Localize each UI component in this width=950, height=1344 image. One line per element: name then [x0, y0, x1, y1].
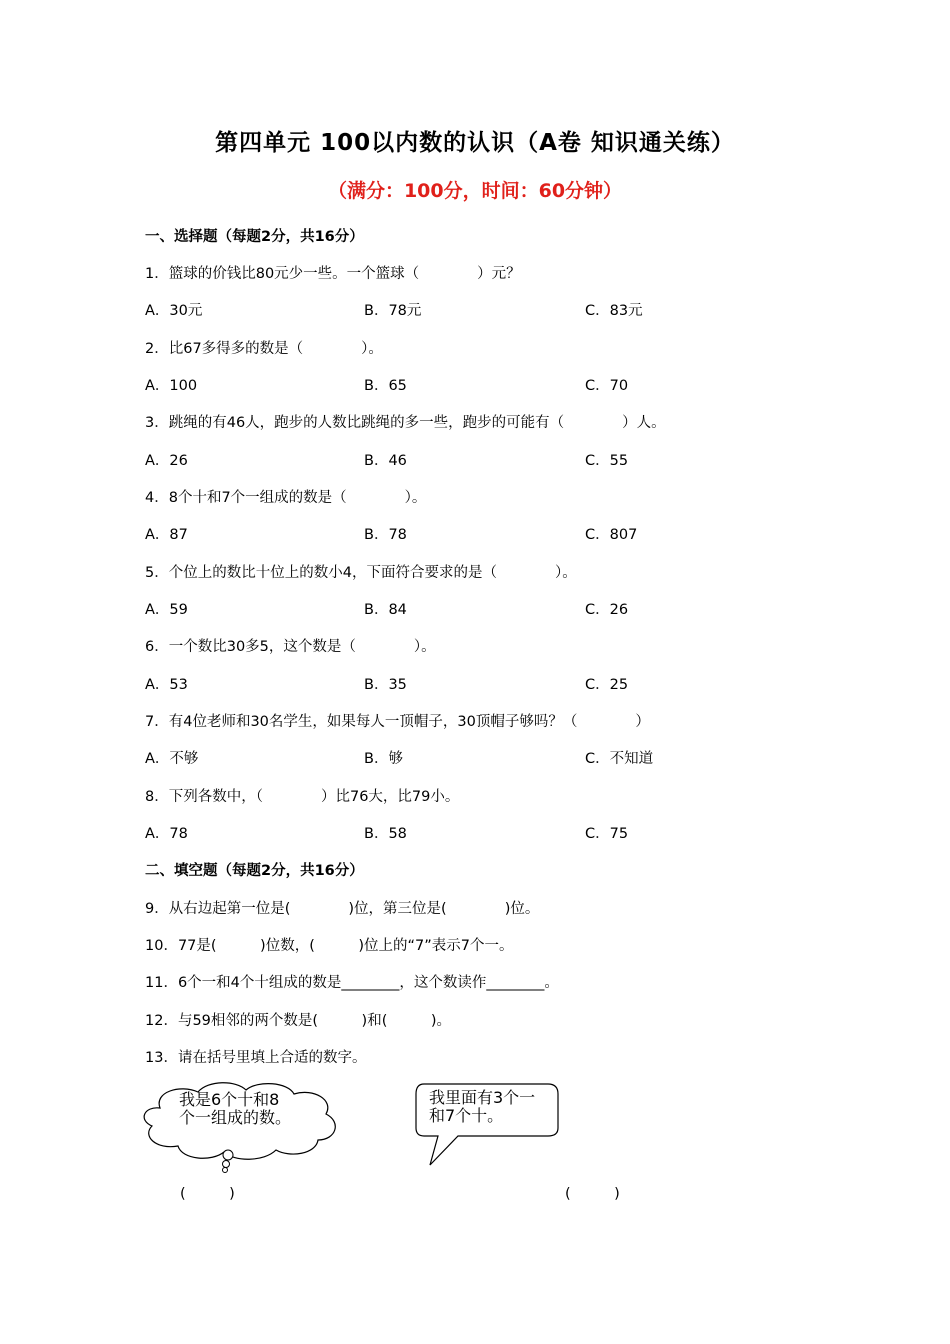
- question-13: 13．请在括号里填上合适的数字。: [145, 1050, 367, 1066]
- question-8: 8．下列各数中，（ ）比76大，比79小。: [145, 789, 460, 805]
- right-bubble-line-2: 和7个十。: [429, 1106, 504, 1125]
- q2-option-a: A．100: [145, 378, 198, 394]
- left-answer-blank[interactable]: ( ): [180, 1186, 235, 1202]
- question-2: 2．比67多得多的数是（ ）。: [145, 341, 383, 357]
- q4-option-c: C．807: [585, 527, 638, 543]
- q5-option-a: A．59: [145, 602, 188, 618]
- q7-option-a: A．不够: [145, 751, 199, 767]
- left-bubble-line-1: 我是6个十和8: [179, 1090, 280, 1109]
- question-1: 1．篮球的价钱比80元少一些。一个篮球（ ）元？: [145, 266, 521, 282]
- question-4: 4．8个十和7个一组成的数是（ ）。: [145, 490, 427, 506]
- q6-option-a: A．53: [145, 677, 188, 693]
- q3-option-a: A．26: [145, 453, 188, 469]
- question-9: 9．从右边起第一位是( )位，第三位是( )位。: [145, 901, 540, 917]
- section-choice-heading: 一、选择题（每题2分，共16分）: [145, 229, 364, 245]
- q1-option-b: B．78元: [364, 303, 422, 319]
- question-7: 7．有4位老师和30名学生，如果每人一顶帽子，30顶帽子够吗？（ ）: [145, 714, 650, 730]
- q4-option-b: B．78: [364, 527, 407, 543]
- q8-option-c: C．75: [585, 826, 629, 842]
- right-answer-blank[interactable]: ( ): [565, 1186, 620, 1202]
- q2-option-b: B．65: [364, 378, 407, 394]
- q8-option-b: B．58: [364, 826, 407, 842]
- q6-option-c: C．25: [585, 677, 629, 693]
- q2-option-c: C．70: [585, 378, 629, 394]
- q3-option-b: B．46: [364, 453, 407, 469]
- page-subtitle: （满分：100分，时间：60分钟）: [327, 180, 623, 202]
- question-12: 12．与59相邻的两个数是( )和( )。: [145, 1013, 452, 1029]
- question-3: 3．跳绳的有46人，跑步的人数比跳绳的多一些，跑步的可能有（ ）人。: [145, 415, 666, 431]
- q5-option-b: B．84: [364, 602, 407, 618]
- question-10: 10．77是( )位数，( )位上的“7”表示7个一。: [145, 938, 514, 954]
- question-6: 6．一个数比30多5，这个数是（ ）。: [145, 639, 436, 655]
- question-5: 5．个位上的数比十位上的数小4，下面符合要求的是（ ）。: [145, 565, 577, 581]
- q6-option-b: B．35: [364, 677, 407, 693]
- q7-option-b: B．够: [364, 751, 403, 767]
- page-title: 第四单元 100以内数的认识（A卷 知识通关练）: [215, 130, 735, 156]
- q1-option-a: A．30元: [145, 303, 203, 319]
- q7-option-c: C．不知道: [585, 751, 654, 767]
- left-bubble-line-2: 个一组成的数。: [179, 1108, 292, 1127]
- question-11: 11．6个一和4个十组成的数是________，这个数读作________。: [145, 975, 559, 991]
- section-fill-heading: 二、填空题（每题2分，共16分）: [145, 863, 364, 879]
- q3-option-c: C．55: [585, 453, 629, 469]
- q4-option-a: A．87: [145, 527, 188, 543]
- right-bubble-line-1: 我里面有3个一: [429, 1088, 536, 1107]
- q1-option-c: C．83元: [585, 303, 643, 319]
- q8-option-a: A．78: [145, 826, 188, 842]
- q5-option-c: C．26: [585, 602, 629, 618]
